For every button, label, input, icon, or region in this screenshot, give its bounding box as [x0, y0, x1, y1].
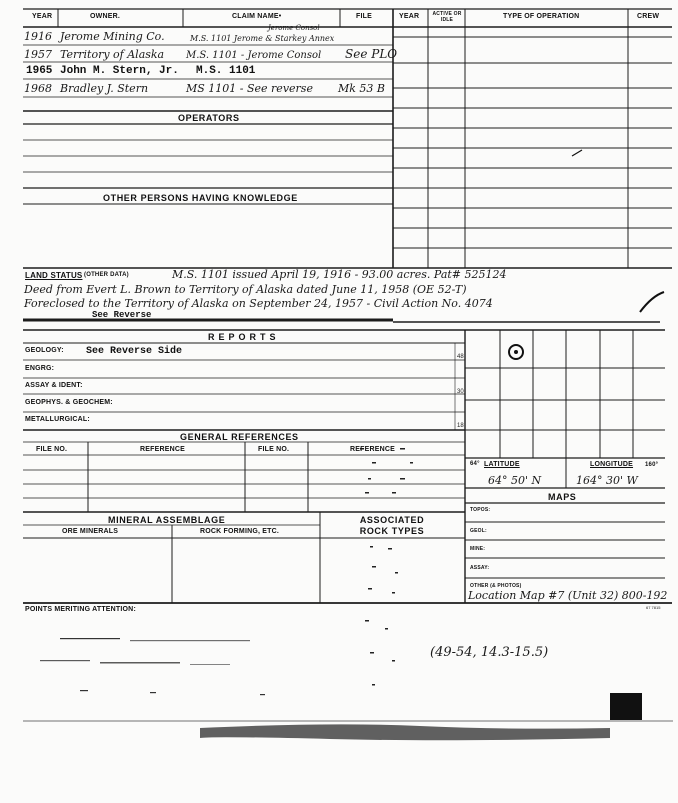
owner-row-1-claim-note: Jerome Consol — [268, 24, 320, 32]
owner-row-3-year: 1965 — [26, 65, 53, 77]
rock-forming-header: ROCK FORMING, ETC. — [200, 528, 280, 535]
longitude-suffix: 160° — [645, 462, 659, 468]
header-claim-name: CLAIM NAME• — [232, 13, 282, 20]
latitude-prefix: 64° — [470, 461, 480, 467]
points-note: (49-54, 14.3-15.5) — [430, 645, 549, 660]
engrg-label: ENGRG: — [25, 365, 55, 372]
header-owner: OWNER. — [90, 13, 120, 20]
margin-mark-48: 48 — [457, 354, 464, 360]
header-type-of-operation: TYPE OF OPERATION — [503, 13, 580, 20]
land-status-line-2: Deed from Evert L. Brown to Territory of Alaska dated June 11, 1958 (OE 52-T) — [24, 283, 467, 296]
geophys-label: GEOPHYS. & GEOCHEM: — [25, 399, 113, 406]
geology-value: See Reverse Side — [86, 346, 183, 357]
header-crew: CREW — [637, 13, 660, 20]
owner-row-2-claim: M.S. 1101 - Jerome Consol — [186, 50, 322, 61]
owner-row-4-year: 1968 — [24, 82, 52, 95]
owner-row-4-owner: Bradley J. Stern — [60, 82, 149, 95]
owner-row-2-file: See PLO — [345, 47, 398, 61]
owner-row-3-owner: John M. Stern, Jr. — [60, 65, 179, 77]
latitude-value: 64° 50' N — [488, 474, 542, 487]
land-status-sublabel: (OTHER DATA) — [84, 272, 129, 278]
latitude-label: LATITUDE — [484, 461, 520, 468]
maps-location-map: Location Map #7 (Unit 32) 800-192 — [468, 589, 668, 602]
geology-label: GEOLOGY: — [25, 347, 64, 354]
maps-other: OTHER (& PHOTOS) — [470, 583, 522, 589]
general-references-title: GENERAL REFERENCES — [180, 432, 299, 442]
other-persons-header: OTHER PERSONS HAVING KNOWLEDGE — [103, 193, 298, 203]
assay-ident-label: ASSAY & IDENT: — [25, 382, 83, 389]
land-status-line-1: M.S. 1101 issued April 19, 1916 - 93.00 acres. Pat# 525124 — [172, 268, 507, 281]
header-file: FILE — [356, 13, 372, 20]
maps-assay: ASSAY: — [470, 565, 490, 571]
margin-mark-18: 18 — [457, 423, 464, 429]
header-year-2: YEAR — [399, 13, 420, 20]
owner-row-1-year: 1916 — [24, 30, 52, 43]
land-status-label: LAND STATUS — [25, 271, 83, 280]
gen-ref-reference-header: REFERENCE — [140, 446, 185, 453]
longitude-label: LONGITUDE — [590, 461, 634, 468]
owner-row-2-owner: Territory of Alaska — [60, 48, 165, 61]
gen-ref-file-no-header: FILE NO. — [36, 446, 68, 453]
points-meriting-attention-label: POINTS MERITING ATTENTION: — [25, 606, 136, 613]
owner-row-4-file: Mk 53 B — [338, 82, 386, 95]
maps-title: MAPS — [548, 492, 577, 502]
ore-minerals-header: ORE MINERALS — [62, 528, 119, 535]
owner-row-1-claim: M.S. 1101 Jerome & Starkey Annex — [190, 34, 335, 43]
mineral-assemblage-title: MINERAL ASSEMBLAGE — [108, 515, 226, 525]
owner-row-1-owner: Jerome Mining Co. — [60, 30, 165, 43]
maps-mine: MINE: — [470, 546, 486, 552]
maps-topos: TOPOS: — [470, 507, 491, 513]
land-status-see-reverse: See Reverse — [92, 310, 152, 320]
longitude-value: 164° 30' W — [576, 474, 638, 487]
gen-ref-file-no-header-2: FILE NO. — [258, 446, 290, 453]
header-year: YEAR — [32, 13, 53, 20]
header-active-idle: ACTIVE OR IDLE — [432, 11, 462, 23]
margin-mark-30: 30 — [457, 389, 464, 395]
maps-geol: GEOL: — [470, 528, 487, 534]
owner-row-3-claim: M.S. 1101 — [196, 65, 256, 77]
gen-ref-reference-header-2: REFERENCE — [350, 446, 395, 453]
owner-row-2-year: 1957 — [24, 48, 52, 61]
associated-rock-types-header: ASSOCIATED ROCK TYPES — [359, 515, 425, 536]
form-number: 67 7815 — [646, 605, 661, 610]
land-status-line-3: Foreclosed to the Territory of Alaska on September 24, 1957 - Civil Action No. 4074 — [24, 297, 493, 310]
operators-header: OPERATORS — [178, 113, 240, 123]
owner-row-4-claim: MS 1101 - See reverse — [186, 82, 313, 95]
metallurgical-label: METALLURGICAL: — [25, 416, 90, 423]
reports-title: REPORTS — [208, 332, 280, 342]
